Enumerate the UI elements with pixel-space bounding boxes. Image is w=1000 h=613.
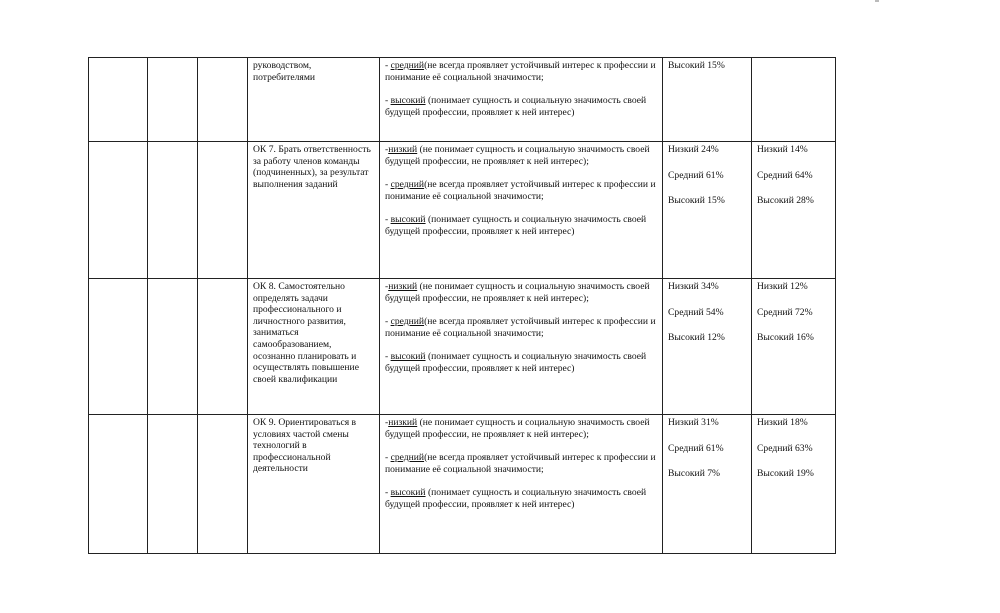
criteria-prefix: -: [385, 179, 391, 191]
criteria-level: [385, 351, 659, 374]
before-results-cell: [663, 415, 752, 554]
criteria-level: [385, 60, 659, 83]
result-value: Высокий 15%: [668, 60, 725, 71]
empty-cell: [89, 58, 148, 142]
criteria-prefix: -: [385, 281, 389, 292]
result-value: Высокий 12%: [668, 332, 725, 344]
criteria-level: [385, 316, 659, 339]
result-value: Низкий 34%: [668, 281, 719, 292]
criteria-description: (не понимает сущность и социальную значимость своей будущей профессии, не проявляет к ней интерес);: [385, 281, 650, 304]
table-row: [89, 415, 836, 554]
empty-cell: [198, 415, 248, 554]
empty-cell: [89, 415, 148, 554]
result-value: Высокий 28%: [757, 195, 814, 207]
criteria-description: (не всегда проявляет устойчивый интерес к профессии и понимание её социальной значимости;: [385, 316, 656, 339]
criteria-prefix: -: [385, 60, 391, 71]
criteria-level-term: низкий: [388, 144, 418, 155]
criteria-prefix: -: [385, 351, 391, 363]
criteria-description: (понимает сущность и социальную значимость своей будущей профессии, проявляет к ней интерес): [385, 487, 647, 510]
result-value: Высокий 15%: [668, 195, 725, 207]
criteria-prefix: -: [385, 417, 389, 428]
after-results-cell: [752, 279, 836, 415]
empty-cell: [148, 142, 198, 279]
empty-cell: [198, 58, 248, 142]
assessment-table: [88, 57, 836, 554]
result-value: Высокий 16%: [757, 332, 814, 344]
after-results-cell: [752, 142, 836, 279]
result-value: Высокий 7%: [668, 468, 721, 480]
result-value: Низкий 12%: [757, 281, 808, 292]
after-results-cell: [752, 58, 836, 142]
assessment-table-body: [89, 58, 836, 554]
criteria-level-term: высокий: [390, 214, 426, 226]
criteria-level: [385, 214, 659, 237]
empty-cell: [89, 142, 148, 279]
table-row: [89, 58, 836, 142]
criteria-level: [385, 487, 659, 510]
criteria-level: [385, 179, 659, 202]
empty-cell: [89, 279, 148, 415]
competence-cell: ОК 8. Самостоятельно определять задачи профессионального и личностного развития, заниматься самообразованием, осознанно планировать и осуществлять повышение своей квалификации: [248, 279, 380, 415]
criteria-description: (понимает сущность и социальную значимость своей будущей профессии, проявляет к ней интерес): [385, 214, 647, 237]
criteria-level-term: средний: [390, 179, 425, 191]
criteria-description: (не всегда проявляет устойчивый интерес к профессии и понимание её социальной значимости;: [385, 452, 656, 475]
criteria-level-term: низкий: [388, 417, 418, 428]
table-row: [89, 142, 836, 279]
before-results-cell: [663, 279, 752, 415]
criteria-prefix: -: [385, 316, 391, 328]
criteria-description: (понимает сущность и социальную значимость своей будущей профессии, проявляет к ней интерес): [385, 95, 647, 118]
table-row: [89, 279, 836, 415]
result-value: Низкий 14%: [757, 144, 808, 155]
result-value: Средний 72%: [757, 306, 813, 318]
result-value: Высокий 19%: [757, 468, 814, 480]
criteria-level: [385, 95, 659, 118]
criteria-description: (не понимает сущность и социальную значимость своей будущей профессии, не проявляет к ней интерес);: [385, 417, 650, 440]
result-value: Средний 61%: [668, 169, 724, 181]
criteria-cell: [380, 415, 663, 554]
criteria-cell: [380, 58, 663, 142]
criteria-level-term: средний: [390, 316, 425, 328]
criteria-prefix: -: [385, 95, 391, 107]
competence-cell: ОК 9. Ориентироваться в условиях частой смены технологий в профессиональной деятельности: [248, 415, 380, 554]
criteria-prefix: -: [385, 452, 391, 464]
criteria-level: [385, 452, 659, 475]
criteria-level-term: высокий: [390, 351, 426, 363]
criteria-prefix: -: [385, 214, 391, 226]
before-results-cell: [663, 142, 752, 279]
criteria-level-term: высокий: [390, 487, 426, 499]
result-value: Низкий 18%: [757, 417, 808, 428]
criteria-level-term: высокий: [390, 95, 426, 107]
competence-cell: руководством, потребителями: [248, 58, 380, 142]
empty-cell: [198, 279, 248, 415]
criteria-prefix: -: [385, 487, 391, 499]
criteria-level-term: низкий: [388, 281, 418, 292]
empty-cell: [198, 142, 248, 279]
criteria-description: (не понимает сущность и социальную значимость своей будущей профессии, не проявляет к ней интерес);: [385, 144, 650, 167]
result-value: Средний 54%: [668, 306, 724, 318]
criteria-cell: [380, 279, 663, 415]
criteria-level-term: средний: [390, 60, 425, 71]
criteria-level: [385, 417, 659, 440]
criteria-prefix: -: [385, 144, 389, 155]
criteria-level: [385, 144, 659, 167]
result-value: Низкий 24%: [668, 144, 719, 155]
competence-cell: ОК 7. Брать ответственность за работу членов команды (подчиненных), за результат выполнения заданий: [248, 142, 380, 279]
result-value: Низкий 31%: [668, 417, 719, 428]
criteria-description: (не всегда проявляет устойчивый интерес к профессии и понимание её социальной значимости;: [385, 179, 656, 202]
result-value: Средний 64%: [757, 169, 813, 181]
empty-cell: [148, 415, 198, 554]
before-results-cell: [663, 58, 752, 142]
criteria-description: (понимает сущность и социальную значимость своей будущей профессии, проявляет к ней интерес): [385, 351, 647, 374]
empty-cell: [148, 58, 198, 142]
criteria-cell: [380, 142, 663, 279]
result-value: Средний 61%: [668, 442, 724, 454]
criteria-level: [385, 281, 659, 304]
criteria-level-term: средний: [390, 452, 425, 464]
result-value: Средний 63%: [757, 442, 813, 454]
criteria-description: (не всегда проявляет устойчивый интерес к профессии и понимание её социальной значимости;: [385, 60, 656, 83]
empty-cell: [148, 279, 198, 415]
after-results-cell: [752, 415, 836, 554]
page-corner-mark: [875, 0, 879, 2]
